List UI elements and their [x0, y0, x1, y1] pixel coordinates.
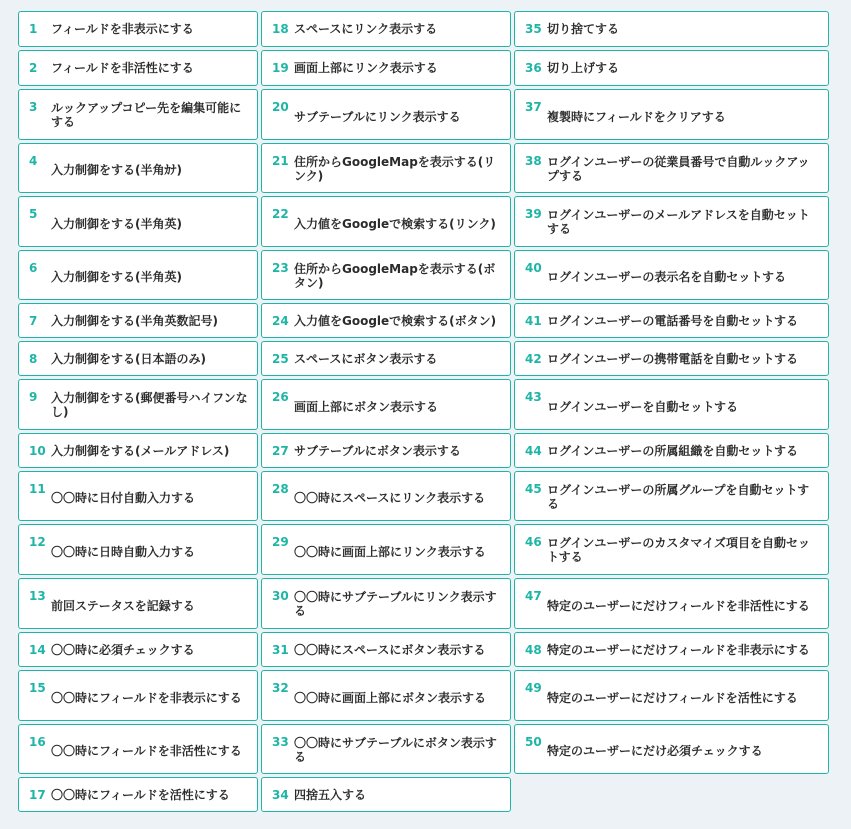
feature-number: 19 [272, 61, 289, 75]
feature-label: ログインユーザーの携帯電話を自動セットする [547, 352, 799, 366]
feature-number: 48 [525, 643, 542, 657]
feature-card-10[interactable] [18, 433, 258, 468]
feature-label: 切り捨てする [547, 22, 620, 36]
feature-number: 3 [29, 100, 38, 114]
feature-label: スペースにボタン表示する [294, 352, 438, 366]
feature-number: 42 [525, 352, 542, 366]
feature-card-26[interactable] [261, 379, 511, 430]
feature-label: ログインユーザーのメールアドレスを自動セットする [547, 208, 810, 236]
feature-number: 40 [525, 261, 542, 275]
feature-label: 画面上部にボタン表示する [294, 400, 439, 414]
feature-card-3[interactable] [18, 89, 258, 140]
feature-label: 〇〇時にサブテーブルにリンク表示する [294, 590, 497, 618]
feature-card-40[interactable] [514, 250, 829, 300]
feature-card-20[interactable] [261, 89, 511, 140]
feature-number: 5 [29, 207, 38, 221]
feature-card-19[interactable] [261, 50, 511, 86]
feature-number: 44 [525, 444, 542, 458]
feature-number: 17 [29, 788, 46, 802]
feature-label: サブテーブルにボタン表示する [294, 444, 461, 458]
feature-label: ルックアップコピー先を編集可能にする [51, 101, 242, 129]
feature-label: 〇〇時に画面上部にボタン表示する [294, 691, 487, 705]
feature-number: 47 [525, 589, 542, 603]
feature-label: 〇〇時にフィールドを非表示にする [51, 691, 242, 705]
feature-number: 23 [272, 261, 289, 275]
feature-number: 18 [272, 22, 289, 36]
feature-label: 前回ステータスを記録する [51, 599, 195, 613]
feature-label: 〇〇時にサブテーブルにボタン表示する [294, 736, 497, 764]
feature-card-45[interactable] [514, 471, 829, 521]
feature-label: ログインユーザーの従業員番号で自動ルックアップする [547, 155, 810, 183]
feature-card-24[interactable] [261, 303, 511, 338]
feature-number: 22 [272, 207, 289, 221]
feature-card-6[interactable] [18, 250, 258, 300]
feature-number: 29 [272, 535, 289, 549]
feature-number: 8 [29, 352, 38, 366]
feature-label: 〇〇時に画面上部にリンク表示する [294, 545, 486, 559]
feature-number: 1 [29, 22, 38, 36]
feature-card-14[interactable] [18, 632, 258, 667]
feature-label: 入力値をGoogleで検索する(リンク) [294, 217, 496, 231]
feature-card-12[interactable] [18, 524, 258, 575]
feature-label: 入力制御をする(半角英) [51, 217, 182, 231]
feature-card-28[interactable] [261, 471, 511, 521]
feature-label: ログインユーザーの所属グループを自動セットする [547, 483, 810, 511]
feature-number: 50 [525, 735, 542, 749]
feature-card-4[interactable] [18, 143, 258, 193]
feature-column-3 [514, 11, 829, 815]
feature-label: 切り上げする [547, 61, 620, 75]
feature-number: 27 [272, 444, 289, 458]
feature-card-39[interactable] [514, 196, 829, 247]
feature-number: 28 [272, 482, 289, 496]
feature-label: 入力制御をする(メールアドレス) [51, 444, 230, 458]
feature-label: 〇〇時にフィールドを活性にする [51, 788, 230, 802]
feature-label: 住所からGoogleMapを表示する(リンク) [294, 155, 496, 183]
feature-column-1 [18, 11, 258, 815]
feature-label: ログインユーザーのカスタマイズ項目を自動セットする [547, 536, 811, 564]
feature-label: 複製時にフィールドをクリアする [547, 110, 726, 124]
feature-label: 〇〇時に日時自動入力する [51, 545, 196, 559]
feature-number: 11 [29, 482, 46, 496]
feature-label: 入力制御をする(半角ｶﾅ) [51, 163, 182, 177]
feature-label: 入力制御をする(郵便番号ハイフンなし) [51, 391, 248, 419]
feature-card-47[interactable] [514, 578, 829, 629]
feature-number: 37 [525, 100, 542, 114]
feature-card-21[interactable] [261, 143, 511, 193]
feature-card-50[interactable] [514, 724, 829, 774]
feature-number: 43 [525, 390, 542, 404]
feature-number: 14 [29, 643, 46, 657]
feature-label: サブテーブルにリンク表示する [294, 110, 461, 124]
feature-label: ログインユーザーの所属組織を自動セットする [547, 444, 799, 458]
feature-number: 21 [272, 154, 289, 168]
feature-card-38[interactable] [514, 143, 829, 193]
feature-card-41[interactable] [514, 303, 829, 338]
feature-card-37[interactable] [514, 89, 829, 140]
feature-card-16[interactable] [18, 724, 258, 774]
feature-card-32[interactable] [261, 670, 511, 721]
feature-label: ログインユーザーの電話番号を自動セットする [547, 314, 799, 328]
feature-label: スペースにリンク表示する [294, 22, 438, 36]
feature-card-29[interactable] [261, 524, 511, 575]
feature-number: 25 [272, 352, 289, 366]
feature-card-5[interactable] [18, 196, 258, 247]
feature-card-46[interactable] [514, 524, 829, 575]
feature-label: 〇〇時に必須チェックする [51, 643, 195, 657]
feature-card-49[interactable] [514, 670, 829, 721]
feature-card-8[interactable] [18, 341, 258, 376]
feature-number: 41 [525, 314, 542, 328]
feature-label: 入力値をGoogleで検索する(ボタン) [294, 314, 497, 328]
feature-number: 33 [272, 735, 289, 749]
feature-label: 住所からGoogleMapを表示する(ボタン) [294, 262, 496, 290]
feature-card-25[interactable] [261, 341, 511, 376]
feature-card-30[interactable] [261, 578, 511, 629]
feature-card-42[interactable] [514, 341, 829, 376]
feature-number: 39 [525, 207, 542, 221]
feature-card-grid [18, 11, 829, 815]
feature-label: 特定のユーザーにだけフィールドを活性にする [547, 691, 798, 705]
feature-column-2 [261, 11, 511, 815]
feature-label: 入力制御をする(半角英) [51, 270, 182, 284]
feature-label: 〇〇時にスペースにボタン表示する [294, 643, 486, 657]
feature-card-23[interactable] [261, 250, 511, 300]
feature-card-22[interactable] [261, 196, 511, 247]
feature-number: 45 [525, 482, 542, 496]
feature-number: 20 [272, 100, 289, 114]
feature-card-18[interactable] [261, 11, 511, 47]
feature-label: フィールドを非表示にする [51, 22, 194, 36]
feature-label: 特定のユーザーにだけフィールドを非活性にする [547, 599, 810, 613]
feature-number: 24 [272, 314, 289, 328]
feature-label: 入力制御をする(半角英数記号) [51, 314, 218, 328]
feature-card-27[interactable] [261, 433, 511, 468]
feature-number: 34 [272, 788, 289, 802]
feature-card-9[interactable] [18, 379, 258, 430]
feature-number: 38 [525, 154, 542, 168]
feature-number: 6 [29, 261, 38, 275]
feature-card-33[interactable] [261, 724, 511, 774]
feature-number: 9 [29, 390, 38, 404]
feature-card-34[interactable] [261, 777, 511, 812]
feature-label: 〇〇時にフィールドを非活性にする [51, 744, 242, 758]
feature-label: 特定のユーザーにだけ必須チェックする [547, 744, 763, 758]
feature-number: 35 [525, 22, 542, 36]
feature-card-36[interactable] [514, 50, 829, 86]
feature-card-31[interactable] [261, 632, 511, 667]
feature-number: 4 [29, 154, 38, 168]
feature-label: フィールドを非活性にする [51, 61, 194, 75]
feature-label: 入力制御をする(日本語のみ) [51, 352, 206, 366]
feature-label: 〇〇時に日付自動入力する [51, 491, 196, 505]
feature-number: 26 [272, 390, 289, 404]
feature-label: 〇〇時にスペースにリンク表示する [294, 491, 486, 505]
feature-card-17[interactable] [18, 777, 258, 812]
feature-card-1[interactable] [18, 11, 258, 47]
feature-number: 2 [29, 61, 38, 75]
feature-card-13[interactable] [18, 578, 258, 629]
feature-label: 四捨五入する [294, 788, 367, 802]
feature-number: 16 [29, 735, 46, 749]
feature-number: 12 [29, 535, 46, 549]
feature-card-43[interactable] [514, 379, 829, 430]
feature-label: ログインユーザーを自動セットする [547, 400, 739, 414]
feature-number: 32 [272, 681, 289, 695]
feature-card-44[interactable] [514, 433, 829, 468]
feature-label: 特定のユーザーにだけフィールドを非表示にする [547, 643, 810, 657]
feature-number: 31 [272, 643, 289, 657]
feature-card-7[interactable] [18, 303, 258, 338]
feature-label: 画面上部にリンク表示する [294, 61, 438, 75]
feature-number: 7 [29, 314, 38, 328]
feature-label: ログインユーザーの表示名を自動セットする [547, 270, 787, 284]
feature-number: 15 [29, 681, 46, 695]
feature-card-2[interactable] [18, 50, 258, 86]
feature-number: 10 [29, 444, 46, 458]
feature-card-11[interactable] [18, 471, 258, 521]
feature-number: 36 [525, 61, 542, 75]
feature-card-48[interactable] [514, 632, 829, 667]
feature-number: 13 [29, 589, 46, 603]
feature-number: 49 [525, 681, 542, 695]
feature-number: 46 [525, 535, 542, 549]
feature-number: 30 [272, 589, 289, 603]
feature-card-15[interactable] [18, 670, 258, 721]
feature-card-35[interactable] [514, 11, 829, 47]
